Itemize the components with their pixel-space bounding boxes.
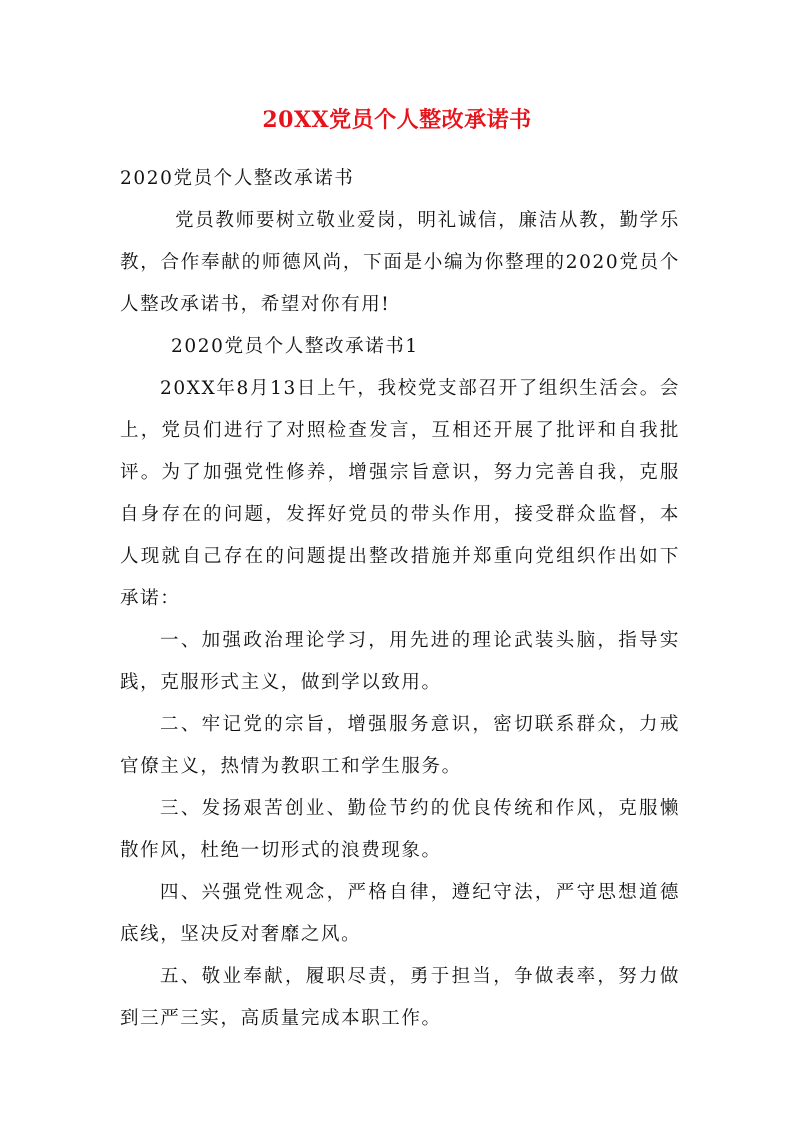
commitment-item-3: 三、发扬艰苦创业、勤俭节约的优良传统和作风，克服懒散作风，杜绝一切形式的浪费现象。 — [120, 798, 680, 861]
document-body — [120, 158, 680, 1040]
body-intro-paragraph: 20XX年8月13日上午，我校党支部召开了组织生活会。会上，党员们进行了对照检查发言，互相还开展了批评和自我批评。为了加强党性修养，增强宗旨意识，努力完善自我，克服自身存在的问题，发挥好党员的带头作用，接受群众监督，本人现就自己存在的问题提出整改措施并郑重向党组织作出如下承诺： — [120, 378, 680, 609]
commitment-item-4: 四、兴强党性观念，严格自律，遵纪守法，严守思想道德底线，坚决反对奢靡之风。 — [120, 882, 680, 945]
commitment-item-1: 一、加强政治理论学习，用先进的理论武装头脑，指导实践，克服形式主义，做到学以致用。 — [120, 630, 680, 693]
commitment-item-2: 二、牢记党的宗旨，增强服务意识，密切联系群众，力戒官僚主义，热情为教职工和学生服务。 — [120, 714, 680, 777]
section-subheading: 2020党员个人整改承诺书1 — [171, 336, 419, 357]
document-heading: 2020党员个人整改承诺书 — [120, 168, 355, 189]
document-title: 20XX党员个人整改承诺书 — [262, 107, 532, 133]
commitment-item-5: 五、敬业奉献，履职尽责，勇于担当，争做表率，努力做到三严三实，高质量完成本职工作。 — [120, 966, 680, 1029]
intro-paragraph: 党员教师要树立敬业爱岗，明礼诚信，廉洁从教，勤学乐教，合作奉献的师德风尚，下面是小编为你整理的2020党员个人整改承诺书，希望对你有用! — [120, 210, 680, 315]
